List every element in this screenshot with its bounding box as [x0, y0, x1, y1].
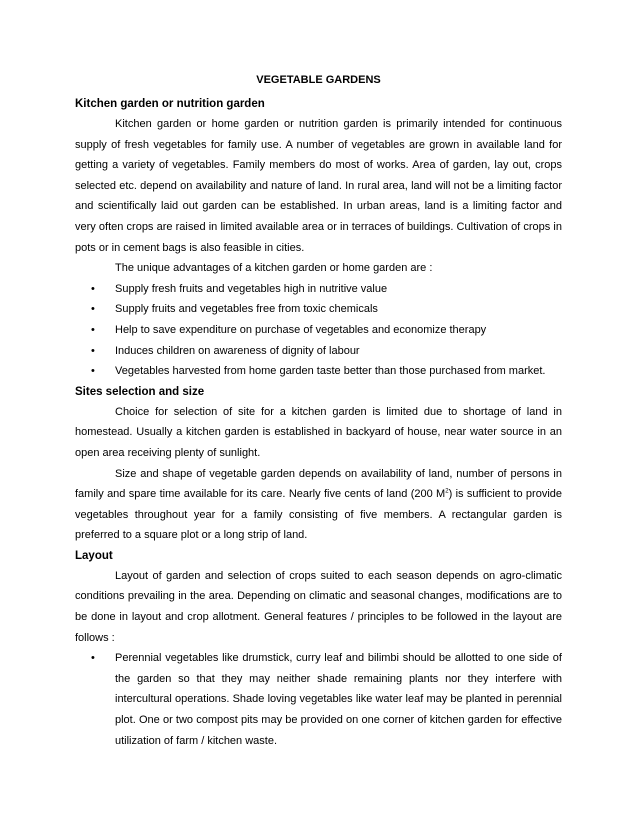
- paragraph: Choice for selection of site for a kitchen garden is limited due to shortage of land in homestead. Usually a kitchen garden is established in backyard of house, near water source in an open area receiving plenty of sunlight.: [75, 405, 562, 459]
- paragraph: The unique advantages of a kitchen garden or home garden are :: [115, 262, 433, 275]
- layout-principles-list: [75, 648, 562, 751]
- text-span: Size and shape of vegetable garden depends on availability of land, number of persons in family and spare time available for its care. Nearly five cents of land (200 M: [75, 467, 562, 501]
- superscript: 2: [445, 488, 449, 495]
- list-item: • Supply fruits and vegetables free from toxic chemicals: [115, 299, 562, 320]
- list-item: • Supply fresh fruits and vegetables high in nutritive value: [115, 279, 562, 300]
- paragraph: Layout of garden and selection of crops suited to each season depends on agro-climatic conditions prevailing in the area. Depending on climatic and seasonal changes, modifications are to be done in layout and crop allotment. General features / principles to be followed in the layout are follows :: [75, 569, 562, 644]
- heading-sites-selection: Sites selection and size: [75, 385, 205, 398]
- paragraph: [75, 464, 562, 546]
- heading-layout: Layout: [75, 549, 113, 562]
- text-span: ) is sufficient to provide vegetables throughout year for a family consisting of five members. A rectangular garden is preferred to a square plot or a long strip of land.: [75, 488, 562, 542]
- list-item: • Vegetables harvested from home garden taste better than those purchased from market.: [115, 361, 562, 382]
- advantages-list: [75, 279, 562, 382]
- list-item: • Perennial vegetables like drumstick, curry leaf and bilimbi should be allotted to one side of the garden so that they may neither shade remaining plants nor they interfere with intercultural operations. Shade loving vegetables like water leaf may be planted in perennial plot. One or two compost pits may be provided on one corner of kitchen garden for effective utilization of farm / kitchen waste.: [115, 648, 562, 751]
- list-item: • Help to save expenditure on purchase of vegetables and economize therapy: [115, 320, 562, 341]
- paragraph: Kitchen garden or home garden or nutrition garden is primarily intended for continuous supply of fresh vegetables for family use. A number of vegetables are grown in available land for getting a variety of vegetables. Family members do most of works. Area of garden, lay out, crops selected etc. depend on availability and nature of land. In rural area, land will not be a limiting factor and scientifically laid out garden can be established. In urban areas, land is a limiting factor and very often crops are raised in limited available area or in terraces of buildings. Cultivation of crops in pots or in cement bags is also feasible in cities.: [75, 118, 562, 254]
- list-item: • Induces children on awareness of dignity of labour: [115, 341, 562, 362]
- heading-kitchen-garden: Kitchen garden or nutrition garden: [75, 98, 265, 110]
- document-page: [75, 70, 562, 751]
- document-title: VEGETABLE GARDENS: [256, 74, 381, 86]
